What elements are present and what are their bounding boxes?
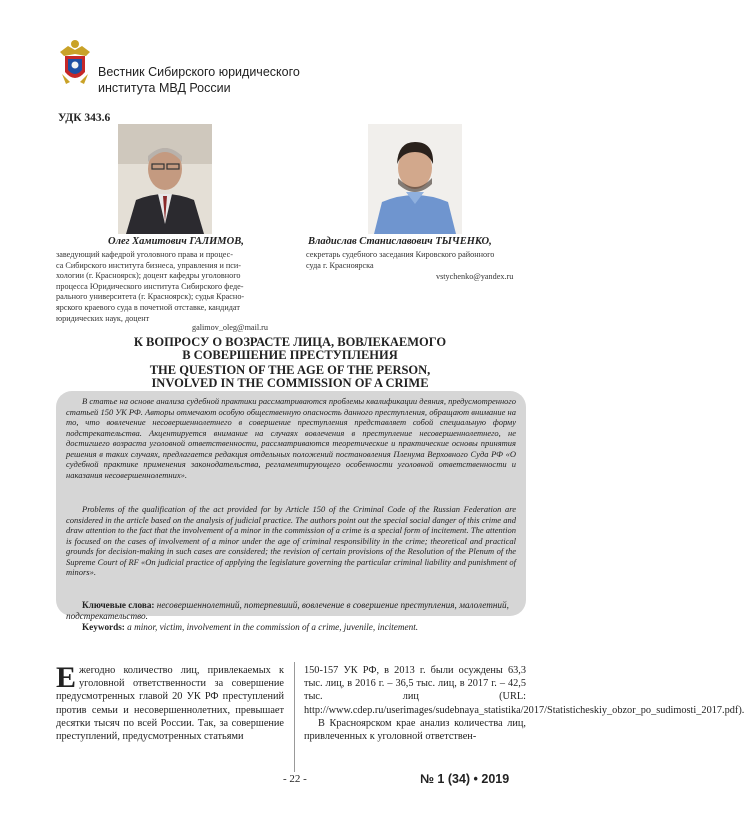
body-right-paragraph-2: В Красноярском крае анализ количества лиц, привлеченных к уголовной ответствен-: [304, 717, 526, 743]
page-number: - 22 -: [283, 773, 307, 785]
author-info-line: хологии (г. Красноярск); доцент кафедры уголовного: [56, 271, 241, 281]
article-title-en: [60, 364, 520, 390]
title-ru-line1: К ВОПРОСУ О ВОЗРАСТЕ ЛИЦА, ВОВЛЕКАЕМОГО: [133, 335, 447, 349]
body-right-paragraph-1: 150-157 УК РФ, в 2013 г. были осуждены 63,3 тыс. лиц, в 2016 г. – 36,5 тыс. лиц, в 2017 г. – 42,5 тыс. лиц (URL: http://www.cdep.ru/userimages/sudebnaya_statistika/2017/Statisticheskiy_obzor_po_sudimosti_2017.pdf).: [304, 665, 744, 716]
body-column-left: [56, 661, 284, 743]
title-en-line1: THE QUESTION OF THE AGE OF THE PERSON,: [149, 363, 431, 377]
keywords-en-text: a minor, victim, involvement in the commission of a crime, juvenile, incitement.: [127, 622, 419, 632]
abstract-en: Problems of the qualification of the act provided for by Article 150 of the Criminal Code of the Russian Federation are considered in the article based on the analysis of judicial practice. The authors point out the special social danger of this crime and draw attention to the fact that the involvement of a minor in the commission of a crime is a special form of incitement. The attention is focused on the cases of involvement of a minor under the age of criminal responsibility in the crime; theoretical and practical grounds for decision-making in such cases are considered; the revision of certain provisions of the Resolution of the Plenum of the Supreme Court of RF «On judicial practice of applying the legislature governing the particular criminal liability and punishment of minors».: [66, 504, 516, 577]
author-info-line: заведующий кафедрой уголовного права и процес-: [56, 250, 233, 259]
author-name-tychenko: Владислав Станиславович ТЫЧЕНКО,: [308, 236, 492, 247]
journal-title-line1: Вестник Сибирского юридического: [98, 65, 300, 79]
author-info-line: суда г. Красноярска: [306, 260, 374, 270]
author-name-galimov: Олег Хамитович ГАЛИМОВ,: [108, 236, 244, 247]
udk-code: УДК 343.6: [58, 112, 111, 124]
keywords-en-label: Keywords:: [82, 622, 125, 632]
police-emblem-icon: [56, 38, 94, 88]
keywords-ru: [66, 600, 516, 622]
keywords-ru-label: Ключевые слова:: [82, 600, 155, 610]
title-en-line2: INVOLVED IN THE COMMISSION OF A CRIME: [151, 376, 429, 390]
author-info-galimov: [56, 250, 284, 324]
author-info-line: секретарь судебного заседания Кировского районного: [306, 250, 495, 259]
body-column-right: [304, 664, 744, 743]
author-info-line: процесса Юридического института Сибирского феде-: [56, 281, 244, 291]
author-info-tychenko: [306, 250, 528, 271]
issue-number: № 1 (34) • 2019: [420, 772, 510, 786]
dropcap-letter: Е: [56, 661, 77, 694]
author-photo-galimov: [118, 124, 212, 234]
body-left-text: жегодно количество лиц, привлекаемых к уголовной ответственности за совершение предусмотренных главой 20 УК РФ преступлений против семьи и несовершеннолетних, превышает десятки тысяч по всей России. Так, за совершение преступлений, предусмотренных статьями: [56, 665, 284, 743]
author-info-line: са Сибирского института бизнеса, управления и пси-: [56, 260, 242, 270]
abstract-ru: В статье на основе анализа судебной практики рассматриваются проблемы квалификации деяния, предусмотренного статьей 150 УК РФ. Авторы отмечают особую общественную опасность данного преступления, обращают внимание на то, что вовлечение несовершеннолетнего в совершение преступления представляет собой специальную форму подстрекательства. Акцентируется внимание на случаях вовлечения в преступление несовершеннолетнего, не достигшего возраста уголовной ответственности, рассматриваются теоретические и практические основы принятия решения в таких случаях, предлагается редакция отдельных положений постановления Пленума Верховного Суда РФ «О судебной практике применения законодательства, регламентирующего особенности уголовной ответственности и наказания несовершеннолетних».: [66, 396, 516, 480]
article-title-ru: [60, 336, 520, 362]
column-divider: [294, 662, 295, 772]
keywords-ru-text: несовершеннолетний, потерпевший, вовлечение в совершение преступления, малолетний, подстрекательство.: [66, 600, 509, 621]
author-email-galimov[interactable]: galimov_oleg@mail.ru: [192, 323, 268, 332]
journal-title: [98, 64, 300, 96]
author-photo-tychenko: [368, 124, 462, 234]
title-ru-line2: В СОВЕРШЕНИЕ ПРЕСТУПЛЕНИЯ: [182, 348, 398, 362]
author-email-tychenko[interactable]: vstychenko@yandex.ru: [436, 272, 514, 281]
journal-title-line2: института МВД России: [98, 81, 231, 95]
author-info-line: юридических наук, доцент: [56, 313, 150, 323]
author-info-line: ярского краевого суда в почетной отставке, кандидат: [56, 302, 240, 312]
author-info-line: рального университета (г. Красноярск); судья Красно-: [56, 292, 245, 302]
keywords-en: [66, 622, 516, 633]
